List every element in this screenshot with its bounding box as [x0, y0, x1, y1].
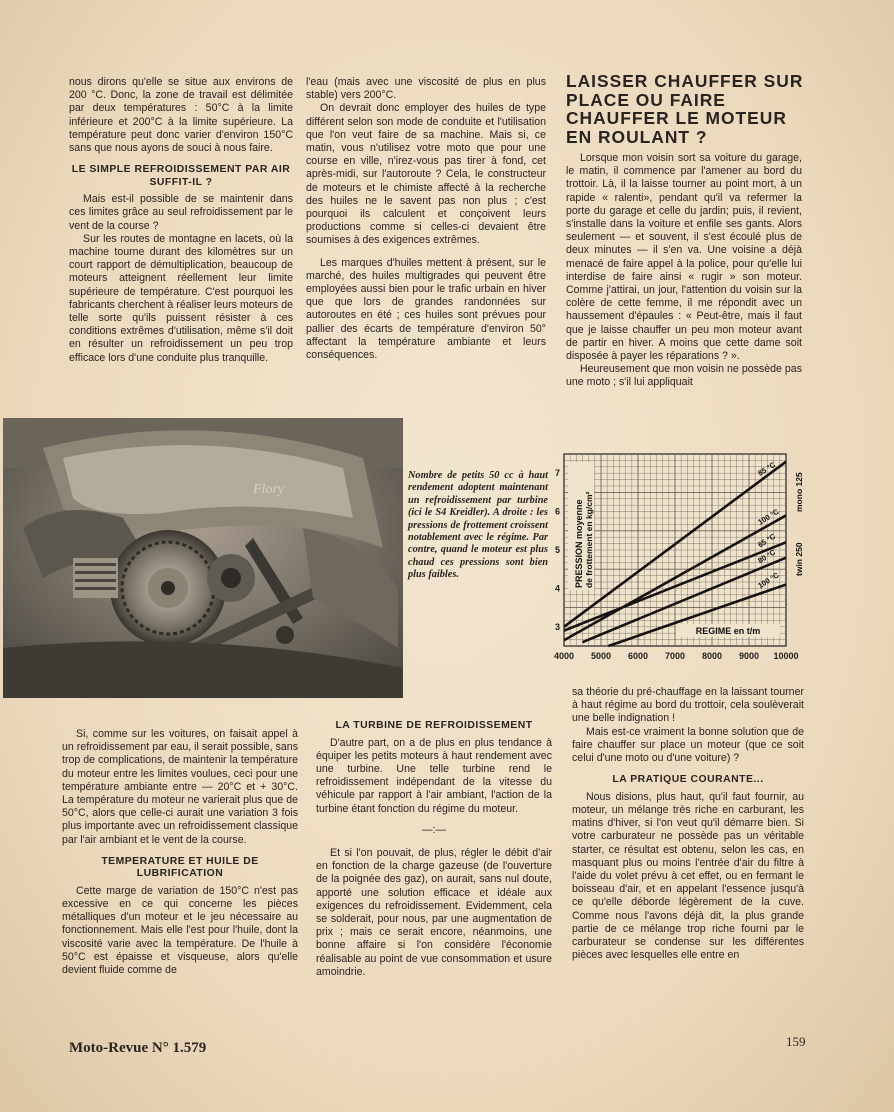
- paragraph: Sur les routes de montagne en lacets, où la machine tourne durant des kilomètres sur un court rapport de démultiplication, beaucoup de moteurs atteignent réellement leur limite supérieure de température. C'est pourquoi les fabricants cherchent à réaliser leurs moteurs de telle sorte qu'ils puissent résister à ces conditions extrêmes d'utilisation, même s'il doit en résulter un refroidissement un peu trop efficace lors d'une conduite plus tranquille.: [69, 232, 293, 364]
- section-heading: LE SIMPLE REFROIDISSEMENT PAR AIR SUFFIT-IL ?: [71, 164, 291, 188]
- engine-photo: [3, 418, 403, 698]
- paragraph: Et si l'on pouvait, de plus, régler le débit d'air en fonction de la charge gazeuse (de l'ouverture de la poignée des gaz), on aurait, sans nul doute, apporté une solution efficace et idéale aux exigences du refroidissement. Evidemment, cela se solderait, pour nous, par une augmentation de prix ; mais ce serait encore, néanmoins, une bonne affaire si l'on considère l'économie réalisable au point de vue consommation et usure amoindrie.: [316, 846, 552, 978]
- series-label: 65 °C: [756, 531, 778, 550]
- paragraph: nous dirons qu'elle se situe aux environs de 200 °C. Donc, la zone de travail est délimitée par deux températures : 50°C à la limite inférieure et 200°C à la limite supérieure. La température peut donc varier d'environ 150°C sans que nous ayons de souci à nous faire.: [69, 76, 293, 155]
- column-2-top: [306, 76, 546, 362]
- column-1-top: [69, 76, 293, 365]
- svg-text:Flory: Flory: [253, 482, 285, 497]
- paragraph: Mais est-ce vraiment la bonne solution que de faire chauffer sur place un moteur (que ce soit celui d'une moto ou d'une voiture) ?: [572, 725, 804, 765]
- section-heading: TEMPERATURE ET HUILE DE LUBRIFICATION: [101, 855, 259, 880]
- figure-caption: Nombre de petits 50 cc à haut rendement adoptent maintenant un refroidissement par turbine (ici le S4 Kreidler). A droite : les pressions de frottement croissent notablement avec le régime. Par contre, quand le moteur est plus chaud ces pressions sont bien plus faibles.: [408, 470, 548, 581]
- group-label: twin 250: [794, 542, 804, 576]
- column-3-top: [566, 152, 802, 390]
- y-tick-label: 6: [554, 506, 560, 517]
- x-tick-label: 8000: [701, 651, 723, 661]
- paragraph: sa théorie du pré-chauffage en la laissant tourner à haut régime au bord du trottoir, cela soulèverait une belle indignation !: [572, 686, 804, 725]
- y-tick-label: 5: [554, 545, 560, 555]
- friction-pressure-chart: [550, 448, 810, 670]
- chart-svg: [550, 448, 810, 670]
- paragraph: Mais est-il possible de se maintenir dans ces limites grâce au seul refroidissement par le vent de la course ?: [69, 193, 293, 232]
- separator: —:—: [421, 823, 447, 836]
- y-tick-label: 3: [554, 621, 560, 632]
- paragraph: Si, comme sur les voitures, on faisait appel à un refroidissement par eau, il serait possible, sans trop de complications, de maintenir la température du moteur entre les limites voulues, ceci pour une température ambiante entre — 20°C et + 30°C. La température du moteur ne varierait plus que de 50°C, alors que celle-ci aurait une variation 3 fois plus importante avec un refroidissement classique par l'air ambiant et le vent de la course.: [62, 728, 298, 846]
- paragraph: Les marques d'huiles mettent à présent, sur le marché, des huiles multigrades qui peuvent être employées aussi bien pour le trafic urbain en hiver que que lors de grandes randonnées sur autoroutes en été ; ces huiles sont prévues pour pallier des écarts de température d'environ 50° affectant la température ambiante et leurs conséquences.: [306, 256, 546, 362]
- y-tick-label: 4: [554, 583, 560, 594]
- paragraph: Cette marge de variation de 150°C n'est pas excessive en ce qui concerne les pièces métalliques d'un moteur et le jeu nécessaire au fonctionnement. Mais elle l'est pour l'huile, dont la viscosité varie avec la température. De l'huile à 50°C est épaisse et visqueuse, alors qu'elle devient fluide comme de: [62, 884, 298, 977]
- section-heading: LA TURBINE DE REFROIDISSEMENT: [335, 720, 533, 731]
- column-1-bottom: [62, 728, 298, 977]
- y-tick-label: 7: [554, 468, 560, 479]
- paragraph: Heureusement que mon voisin ne possède pas une moto ; s'il lui appliquait: [566, 363, 802, 389]
- section-heading: LA PRATIQUE COURANTE...: [612, 774, 764, 786]
- article-title: LAISSER CHAUFFER SUR PLACE OU FAIRE CHAUFFER LE MOTEUR EN ROULANT ?: [566, 71, 804, 147]
- x-tick-label: 5000: [590, 651, 612, 661]
- x-tick-label: 4000: [553, 651, 575, 661]
- paragraph: Nous disions, plus haut, qu'il faut fournir, au moteur, un mélange très riche en carburant, les matins d'hiver, si l'on veut qu'il démarre bien. Si votre carburateur ne possède pas un véritable starter, ce résultat est obtenu, selon les cas, en masquant plus ou moins l'entrée d'air du filtre à l'aide du volet prévu à cet effet, ou en fermant le boisseau d'air, et en appelant l'essence jusqu'à ce qu'elle déborde légèrement de la cuve. Comme nous l'avons déjà dit, la plus grande partie de ce mélange trop riche fourni par le carburateur se condense sur les différentes pièces avec lesquelles elle entre en: [572, 790, 804, 962]
- column-2-bottom: [316, 720, 552, 979]
- x-tick-label: 9000: [738, 651, 760, 661]
- engine-illustration: [3, 418, 403, 698]
- x-tick-label: 10000: [773, 651, 799, 661]
- series-label: 85 °C: [756, 460, 778, 478]
- series-label: 100 °C: [756, 506, 781, 527]
- paragraph: Lorsque mon voisin sort sa voiture du garage, le matin, il commence par l'amener au bord du trottoir. Là, il la laisse tourner au point mort, à un rapide « ralenti», pendant qu'il va refermer la porte du garage et celle du jardin; puis, il revient, s'installe dans la voiture et enfile ses gants. Alors seulement — et souvent, il s'est écoulé plus de deux minutes — il s'en va. Une voisine a déjà menacé de faire appel à la police, pour qu'elle lui interdise de faire ainsi « rugir » son moteur. Comme j'attirai, un jour, l'attention du voisin sur la colère de cette femme, il me répondit avec un haussement d'épaules : « Peut-être, mais il faut que je laisse chauffer un peu mon moteur avant de partir en hiver. A moins que cette dame soit disposée à payer les réparations ? ».: [566, 152, 802, 363]
- magazine-footer: Moto-Revue N° 1.579: [69, 1040, 207, 1056]
- x-tick-label: 6000: [627, 651, 649, 661]
- series-label: 100 °C: [756, 570, 781, 591]
- paragraph: D'autre part, on a de plus en plus tendance à équiper les petits moteurs à haut rendement avec une turbine. Une telle turbine rend le refroidissement indépendant de la vitesse du véhicule par rapport à l'air ambiant, l'action de la turbine étant fonction du régime du moteur.: [316, 736, 552, 815]
- column-3-bottom: [572, 686, 804, 962]
- x-tick-label: 7000: [664, 651, 686, 661]
- y-axis-label: de frottement en kg/cm²: [584, 491, 594, 588]
- paragraph: On devrait donc employer des huiles de type différent selon son mode de conduite et l'utilisation que l'on veut faire de sa machine. Mais si, ce matin, vous n'utilisez votre moto que pour une course en ville, n'irez-vous pas tirer à fond, cet après-midi, sur l'autoroute ? Cela, le constructeur de moteurs et le chimiste affecté à la recherche des huiles ne le savent pas non plus ; c'est pourquoi ils calculent et conçoivent leurs productions comme si celles-ci devaient être soumises à des exigences extrêmes.: [306, 102, 546, 247]
- y-axis-label: PRESSION moyenne: [574, 499, 584, 588]
- x-axis-label: REGIME en t/m: [695, 626, 761, 636]
- group-label: mono 125: [794, 472, 804, 512]
- page-number: 159: [786, 1034, 806, 1049]
- paragraph: l'eau (mais avec une viscosité de plus en plus stable) vers 200°C.: [306, 76, 546, 102]
- series-label: 80 °C: [756, 547, 778, 566]
